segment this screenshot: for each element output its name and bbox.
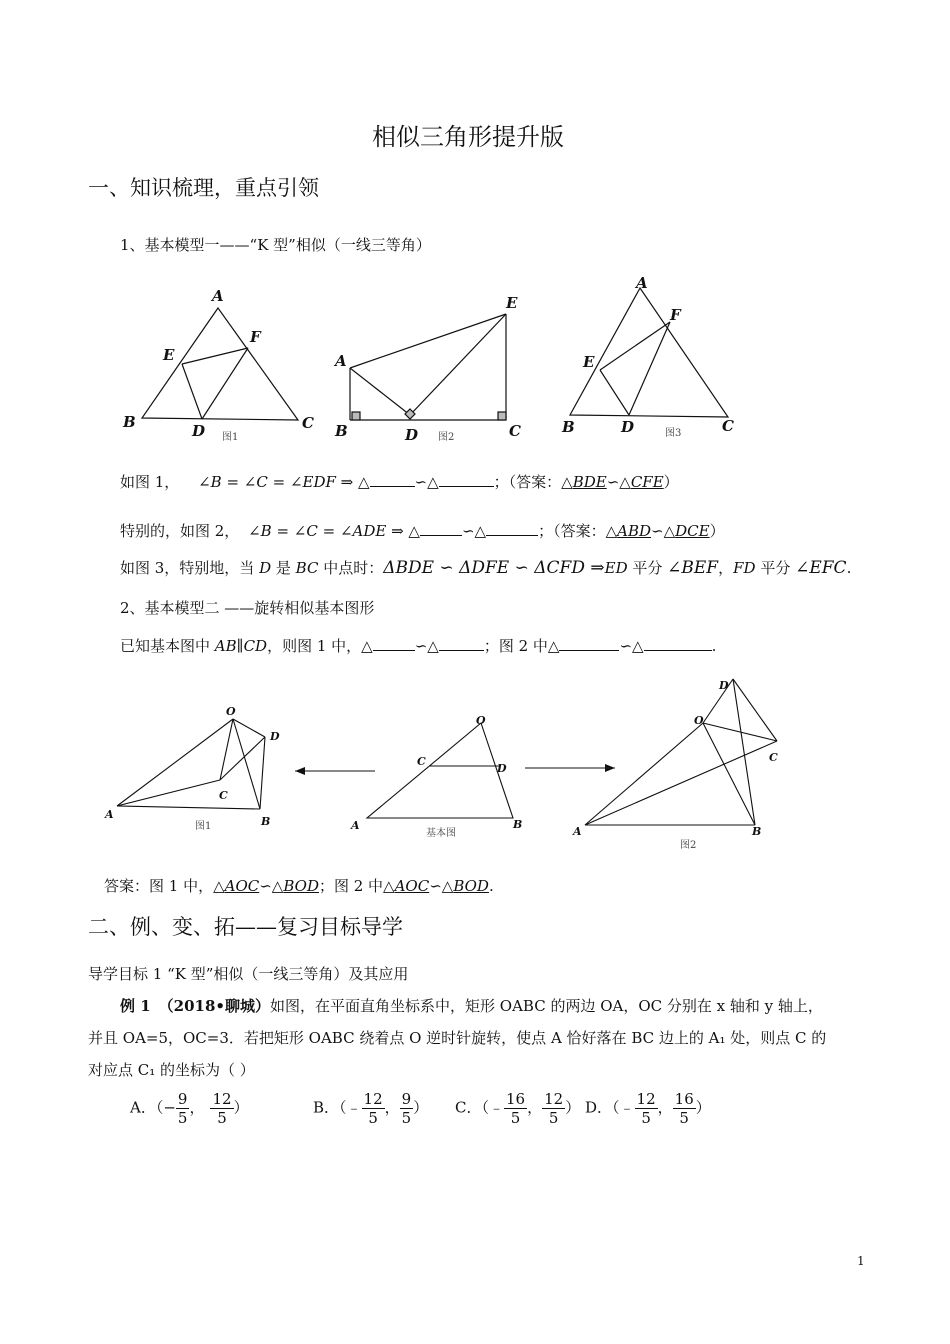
fig1-label-b: B bbox=[123, 413, 136, 431]
rf1-label-b: B bbox=[261, 815, 271, 828]
fig3-caption: 图3 bbox=[665, 428, 682, 439]
fig1-line-ef bbox=[182, 348, 248, 364]
line-fig3: 如图 3，特别地，当 D 是 BC 中点时：ΔBDE ∽ ΔDFE ∽ ΔCFD ⇒ED 平分 ∠BEF，FD 平分 ∠EFC. bbox=[120, 558, 852, 578]
fig2-label-a: A bbox=[335, 352, 347, 370]
rf1-line-oc bbox=[220, 719, 233, 780]
fig3-label-b: B bbox=[562, 418, 575, 436]
fig2-label-d: D bbox=[405, 426, 419, 444]
rf1-line-db bbox=[260, 737, 265, 809]
fig1-line-fd bbox=[202, 348, 248, 419]
rf2-label-a: A bbox=[573, 825, 582, 838]
line-fig2: 特别的，如图 2， ∠B = ∠C = ∠ADE ⇒ △ ∽△ ；（答案：△ABD∽△DCE） bbox=[120, 522, 725, 540]
fig2-line-de bbox=[410, 314, 506, 415]
rf2-label-c: C bbox=[769, 751, 778, 764]
option-b[interactable]: B．（﹣ $\frac{12}{5}$ ， $\frac{9}{5}$ ） bbox=[313, 1090, 429, 1127]
page-number: 1 bbox=[857, 1254, 865, 1268]
rf1-line-oa bbox=[117, 719, 233, 806]
fig3-line-ed bbox=[600, 370, 629, 415]
model2-heading: 2、基本模型二 ——旋转相似基本图形 bbox=[120, 599, 375, 617]
base-label-d: D bbox=[497, 762, 507, 775]
rf2-line-oa bbox=[585, 723, 703, 825]
rf2-label-d: D bbox=[719, 679, 729, 692]
fig1-line-ed bbox=[182, 364, 202, 419]
k-model-figures bbox=[110, 270, 750, 450]
goal1-heading: 导学目标 1 “K 型”相似（一线三等角）及其应用 bbox=[88, 965, 409, 983]
model1-heading: 1、基本模型一——“K 型”相似（一线三等角） bbox=[120, 236, 431, 254]
example1-line1: 例 1 （2018•聊城）如图，在平面直角坐标系中，矩形 OABC 的两边 OA，OC 分别在 x 轴和 y 轴上， bbox=[120, 997, 823, 1015]
section-heading-2: 二、例、变、拓——复习目标导学 bbox=[88, 915, 403, 939]
base-caption: 基本图 bbox=[426, 828, 456, 839]
fig1-label-e: E bbox=[163, 346, 175, 364]
rf1-label-a: A bbox=[105, 808, 114, 821]
section-heading-1: 一、知识梳理，重点引领 bbox=[88, 176, 319, 200]
option-c[interactable]: C．（﹣ $\frac{16}{5}$ ， $\frac{12}{5}$ ） bbox=[455, 1090, 581, 1127]
base-label-c: C bbox=[417, 755, 426, 768]
arrow-right-head bbox=[605, 764, 615, 772]
fig1-label-c: C bbox=[302, 414, 314, 432]
fig1-label-d: D bbox=[192, 422, 206, 440]
rf1-line-cd bbox=[220, 737, 265, 780]
model2-answer: 答案：图 1 中，△AOC∽△BOD；图 2 中△AOC∽△BOD. bbox=[104, 877, 494, 895]
rf1-label-c: C bbox=[219, 789, 228, 802]
fig2-caption: 图2 bbox=[438, 432, 455, 443]
fig3-label-f: F bbox=[670, 306, 681, 324]
base-label-b: B bbox=[513, 818, 523, 831]
fig3-label-c: C bbox=[722, 417, 734, 435]
fig1-label-f: F bbox=[250, 328, 261, 346]
arrow-left-head bbox=[295, 767, 305, 775]
example1-line2: 并且 OA=5，OC=3．若把矩形 OABC 绕着点 O 逆时针旋转，使点 A 恰好落在 BC 边上的 A₁ 处，则点 C 的 bbox=[88, 1029, 827, 1047]
fig3-label-d: D bbox=[621, 418, 635, 436]
rf1-caption: 图1 bbox=[195, 821, 212, 832]
rf2-caption: 图2 bbox=[680, 840, 697, 851]
option-a[interactable]: A．（− $\frac{9}{5}$ ， $\frac{12}{5}$ ） bbox=[130, 1090, 249, 1127]
fig3-label-a: A bbox=[636, 274, 648, 292]
base-triangle bbox=[367, 723, 513, 818]
rf1-line-ac bbox=[117, 780, 220, 806]
fig2-right-angle-b bbox=[352, 412, 360, 420]
page-title: 相似三角形提升版 bbox=[372, 123, 564, 151]
fig1-triangle-abc bbox=[142, 308, 298, 420]
fig2-label-c: C bbox=[509, 422, 521, 440]
rf1-line-ab bbox=[117, 806, 260, 809]
fig2-label-b: B bbox=[335, 422, 348, 440]
fig1-caption: 图1 bbox=[222, 432, 239, 443]
rf2-label-b: B bbox=[752, 825, 762, 838]
model2-text: 已知基本图中 AB∥CD，则图 1 中，△ ∽△ ；图 2 中△ ∽△ . bbox=[120, 637, 717, 655]
rf1-label-d: D bbox=[270, 730, 280, 743]
rotation-model-figures bbox=[95, 675, 795, 855]
option-d[interactable]: D．（﹣ $\frac{12}{5}$ ， $\frac{16}{5}$ ） bbox=[585, 1090, 711, 1127]
rf1-label-o: O bbox=[226, 705, 236, 718]
example1-line3: 对应点 C₁ 的坐标为（ ） bbox=[88, 1061, 255, 1079]
fig2-label-e: E bbox=[506, 294, 518, 312]
base-label-a: A bbox=[351, 819, 360, 832]
fig2-right-angle-c bbox=[498, 412, 506, 420]
fig3-label-e: E bbox=[583, 353, 595, 371]
line-fig1: 如图 1， ∠B = ∠C = ∠EDF ⇒ △ ∽△ ；（答案：△BDE∽△CFE） bbox=[120, 473, 679, 491]
base-label-o: O bbox=[476, 714, 486, 727]
fig1-label-a: A bbox=[212, 287, 224, 305]
rf2-label-o: O bbox=[694, 714, 704, 727]
fig2-line-ae bbox=[350, 314, 506, 368]
fig2-line-ad bbox=[350, 368, 410, 415]
